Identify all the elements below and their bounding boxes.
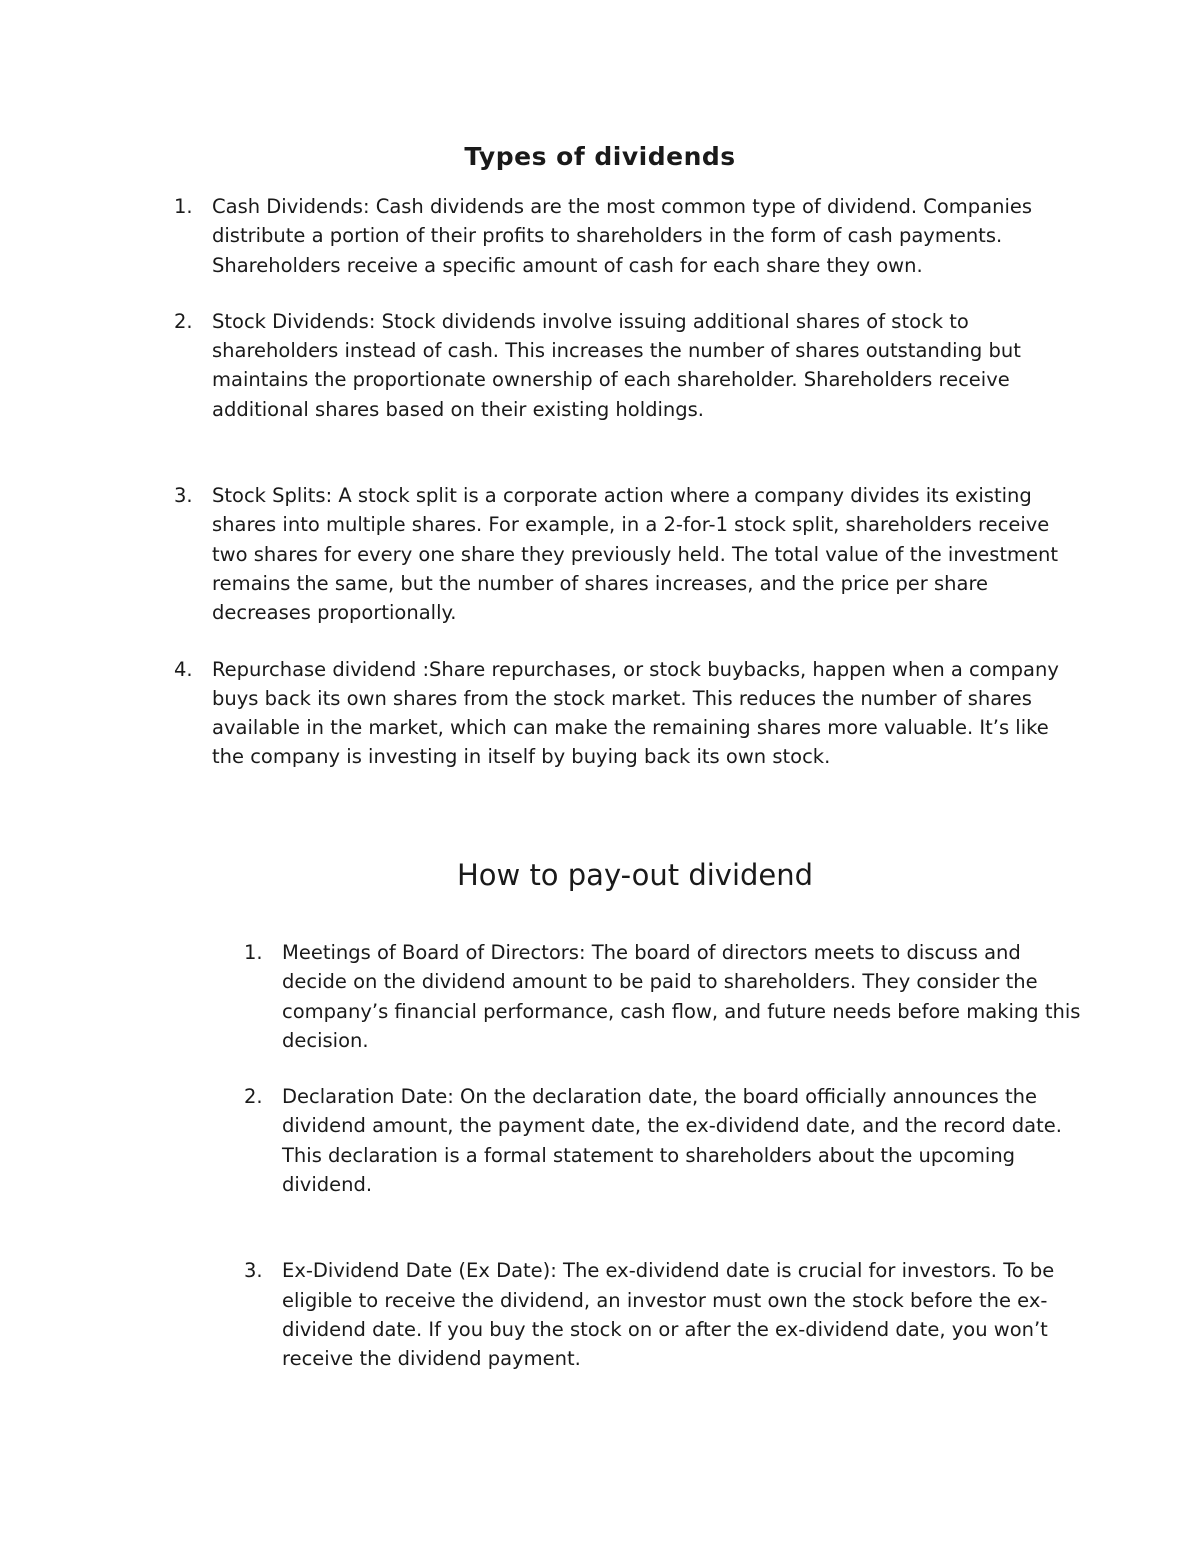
list-text: Declaration Date: On the declaration date, the board officially announces the dividend amount, the payment date, the ex-dividend date, and the record date. This declaration is a formal statement to shareholders about the upcoming dividend. (282, 1085, 1062, 1197)
list-number: 1. (244, 941, 263, 964)
types-of-dividends-heading: Types of dividends (464, 142, 736, 171)
list-item (244, 1256, 1082, 1373)
list-number: 2. (244, 1085, 263, 1109)
list-item (244, 1082, 1082, 1199)
list-text: Repurchase dividend :Share repurchases, or stock buybacks, happen when a company buys back its own shares from the stock market. This reduces the number of shares available in the market, which can make the remaining shares more valuable. It’s like the company is investing in itself by buying back its own stock. (212, 657, 1059, 769)
list-number: 3. (244, 1259, 263, 1283)
list-number: 1. (174, 195, 193, 218)
list-number: 2. (174, 309, 193, 333)
list-item (174, 192, 1082, 280)
list-number: 4. (174, 657, 193, 681)
list-item (174, 481, 1082, 627)
list-text: Stock Splits: A stock split is a corporate action where a company divides its existing shares into multiple shares. For example, in a 2-for-1 stock split, shareholders receive two shares for every one share they previously held. The total value of the investment remains the same, but the number of shares increases, and the price per share decreases proportionally. (212, 484, 1059, 625)
list-text: Cash Dividends: Cash dividends are the most common type of dividend. Companies distribute a portion of their profits to shareholders in the form of cash payments. Shareholders receive a specific amount of cash for each share they own. (212, 195, 1033, 277)
list-item (174, 655, 1082, 772)
list-text: Meetings of Board of Directors: The board of directors meets to discuss and decide on the dividend amount to be paid to shareholders. They consider the company’s financial performance, cash flow, and future needs before making this decision. (282, 941, 1081, 1052)
list-number: 3. (174, 484, 193, 508)
how-to-pay-out-heading: How to pay-out dividend (456, 858, 814, 892)
list-text: Stock Dividends: Stock dividends involve issuing additional shares of stock to shareholders instead of cash. This increases the number of shares outstanding but maintains the proportionate ownership of each shareholder. Shareholders receive additional shares based on their existing holdings. (212, 309, 1021, 421)
payout-list (244, 938, 1082, 1374)
list-item (244, 938, 1082, 1055)
types-list (174, 192, 1082, 772)
list-item (174, 307, 1082, 424)
list-text: Ex-Dividend Date (Ex Date): The ex-dividend date is crucial for investors. To be eligible to receive the dividend, an investor must own the stock before the ex-dividend date. If you buy the stock on or after the ex-dividend date, you won’t receive the dividend payment. (282, 1259, 1055, 1371)
